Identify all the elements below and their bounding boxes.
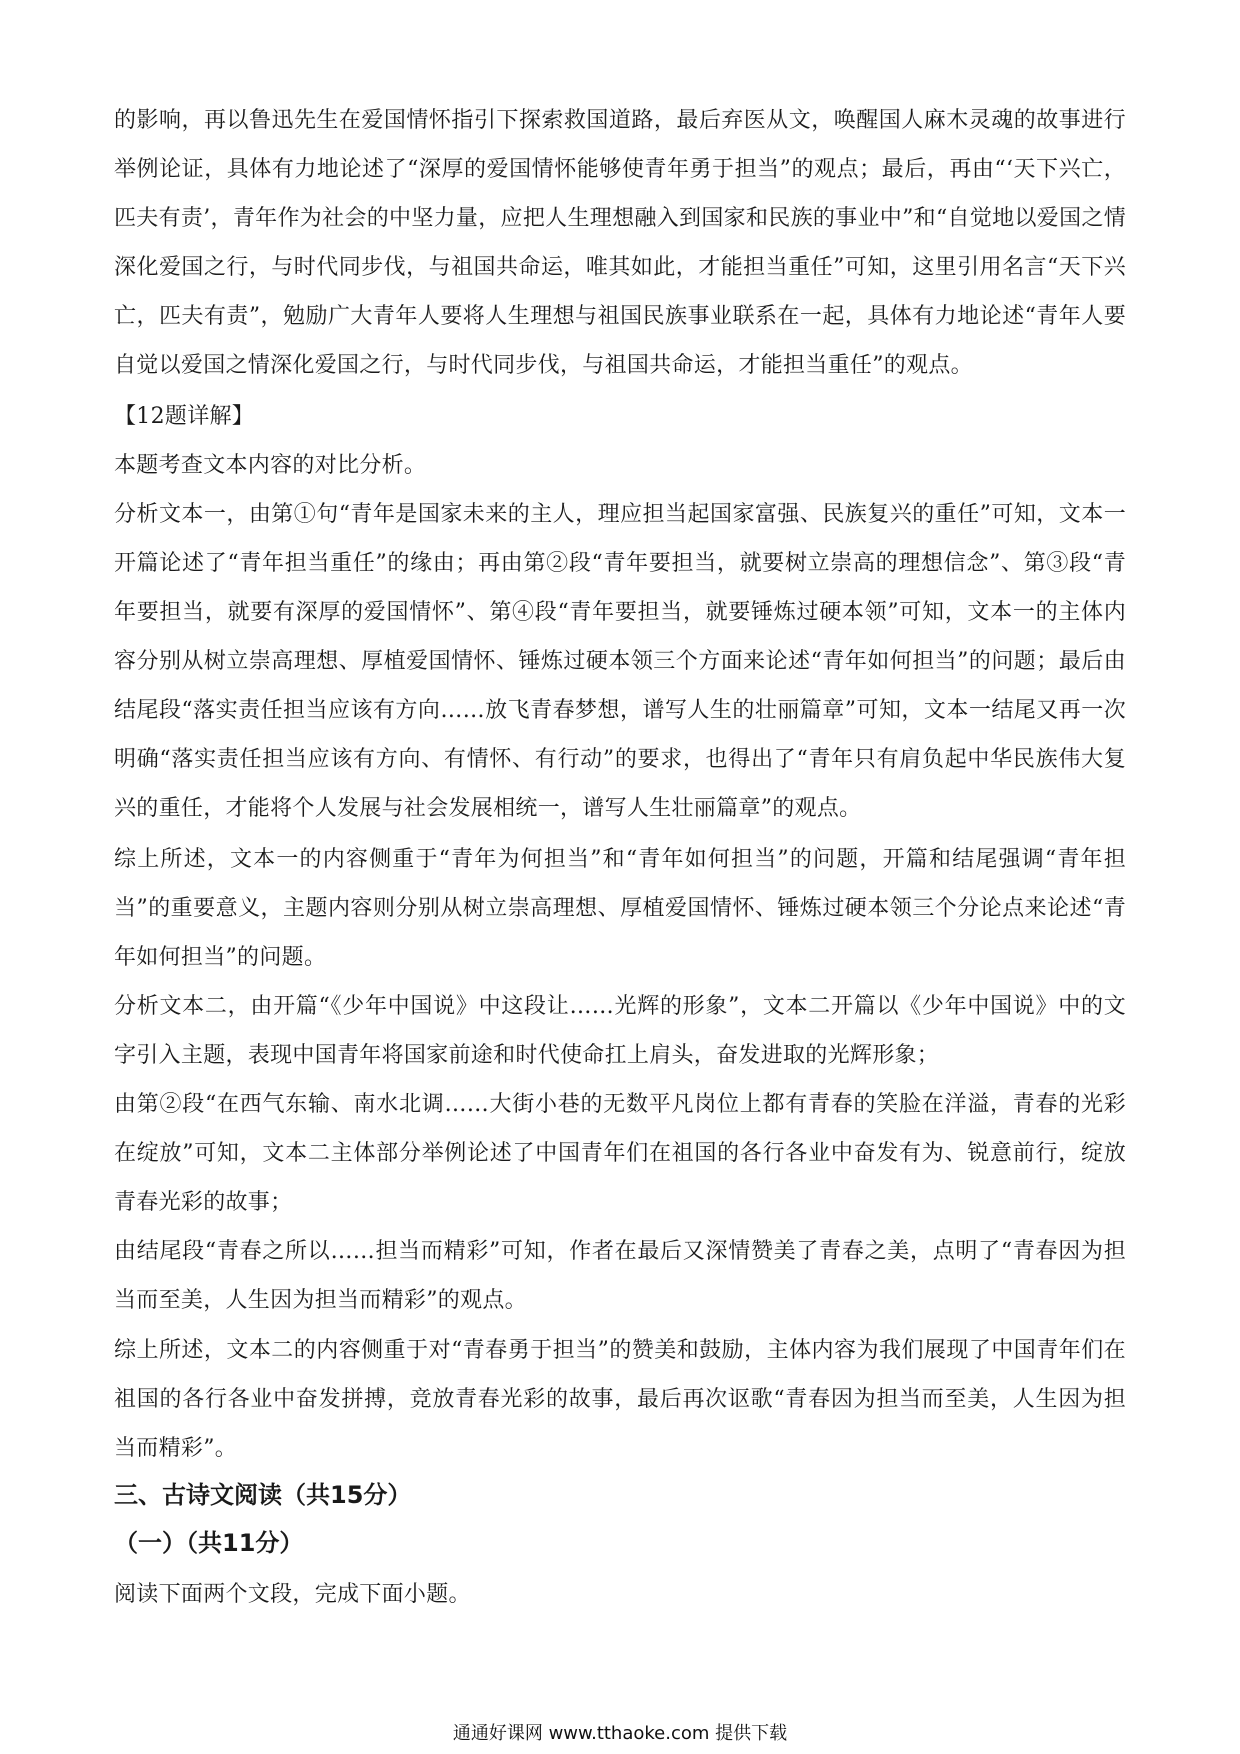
analysis-paragraph-continued: 的影响，再以鲁迅先生在爱国情怀指引下探索救国道路，最后弃医从文，唤醒国人麻木灵魂的故事进行举例论证，具体有力地论述了“深厚的爱国情怀能够使青年勇于担当”的观点；最后，再由“‘天下兴亡，匹夫有责’，青年作为社会的中坚力量，应把人生理想融入到国家和民族的事业中”和“自觉地以爱国之情深化爱国之行，与时代同步伐，与祖国共命运，唯其如此，才能担当重任”可知，这里引用名言“天下兴亡，匹夫有责”，勉励广大青年人要将人生理想与祖国民族事业联系在一起，具体有力地论述“青年人要自觉以爱国之情深化爱国之行，与时代同步伐，与祖国共命运，才能担当重任”的观点。	[114, 108, 1127, 378]
reading-instruction: 阅读下面两个文段，完成下面小题。	[114, 1582, 471, 1607]
section-3-subtitle: （一）（共11分）	[114, 1529, 304, 1557]
page-footer: 通通好课网 www.tthaoke.com 提供下载	[452, 1723, 788, 1744]
question-12-detail-heading: 【12题详解】	[114, 404, 255, 429]
text2-analysis-paragraph-2: 由第②段“在西气东输、南水北调……大街小巷的无数平凡岗位上都有青春的笑脸在洋溢，青春的光彩在绽放”可知，文本二主体部分举例论述了中国青年们在祖国的各行各业中奋发有为、锐意前行，绽放青春光彩的故事；	[114, 1092, 1126, 1215]
text2-summary-paragraph: 综上所述，文本二的内容侧重于对“青春勇于担当”的赞美和鼓励，主体内容为我们展现了中国青年们在祖国的各行各业中奋发拼搏，竞放青春光彩的故事，最后再次讴歌“青春因为担当而至美，人生因为担当而精彩”。	[114, 1338, 1126, 1461]
text1-summary-paragraph: 综上所述，文本一的内容侧重于“青年为何担当”和“青年如何担当”的问题，开篇和结尾强调“青年担当”的重要意义，主题内容则分别从树立崇高理想、厚植爱国情怀、锤炼过硬本领三个分论点来论述“青年如何担当”的问题。	[114, 847, 1127, 970]
section-3-title: 三、古诗文阅读（共15分）	[114, 1481, 412, 1509]
text2-analysis-paragraph-3: 由结尾段“青春之所以……担当而精彩”可知，作者在最后又深情赞美了青春之美，点明了“青春因为担当而至美，人生因为担当而精彩”的观点。	[114, 1239, 1126, 1313]
question-intro: 本题考查文本内容的对比分析。	[114, 453, 427, 478]
text2-analysis-paragraph-1: 分析文本二，由开篇“《少年中国说》中这段让……光辉的形象”，文本二开篇以《少年中国说》中的文字引入主题，表现中国青年将国家前途和时代使命扛上肩头，奋发进取的光辉形象；	[114, 994, 1126, 1068]
text1-analysis-paragraph: 分析文本一，由第①句“青年是国家未来的主人，理应担当起国家富强、民族复兴的重任”可知，文本一开篇论述了“青年担当重任”的缘由；再由第②段“青年要担当，就要树立崇高的理想信念”、第③段“青年要担当，就要有深厚的爱国情怀”、第④段“青年要担当，就要锤炼过硬本领”可知，文本一的主体内容分别从树立崇高理想、厚植爱国情怀、锤炼过硬本领三个方面来论述“青年如何担当”的问题；最后由结尾段“落实责任担当应该有方向……放飞青春梦想，谱写人生的壮丽篇章”可知，文本一结尾又再一次明确“落实责任担当应该有方向、有情怀、有行动”的要求，也得出了“青年只有肩负起中华民族伟大复兴的重任，才能将个人发展与社会发展相统一，谱写人生壮丽篇章”的观点。	[114, 502, 1127, 821]
